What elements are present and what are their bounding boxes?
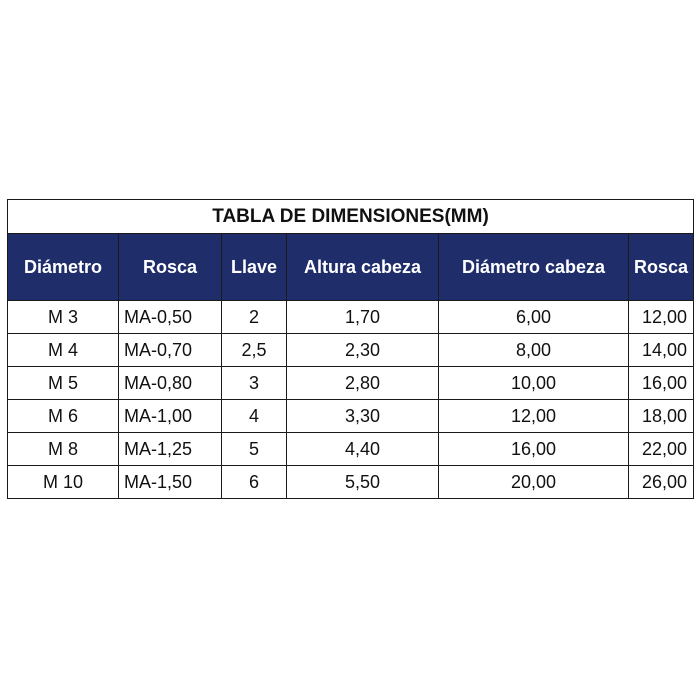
- cell-rosca-2: 18,00: [629, 400, 694, 433]
- table-row: [8, 334, 694, 367]
- cell-altura-cabeza: 2,30: [287, 334, 439, 367]
- table-row: [8, 367, 694, 400]
- table-row: [8, 400, 694, 433]
- cell-diametro-cabeza: 6,00: [439, 301, 629, 334]
- cell-diametro: M 6: [8, 400, 119, 433]
- header-llave: Llave: [222, 234, 287, 301]
- cell-diametro: M 8: [8, 433, 119, 466]
- cell-rosca: MA-1,50: [119, 466, 222, 499]
- cell-llave: 2: [222, 301, 287, 334]
- cell-rosca-2: 16,00: [629, 367, 694, 400]
- cell-rosca-2: 22,00: [629, 433, 694, 466]
- cell-rosca-2: 14,00: [629, 334, 694, 367]
- cell-altura-cabeza: 2,80: [287, 367, 439, 400]
- cell-diametro: M 3: [8, 301, 119, 334]
- header-rosca: Rosca: [119, 234, 222, 301]
- cell-diametro: M 10: [8, 466, 119, 499]
- cell-llave: 2,5: [222, 334, 287, 367]
- cell-llave: 6: [222, 466, 287, 499]
- table-title-row: [8, 200, 694, 234]
- cell-diametro-cabeza: 16,00: [439, 433, 629, 466]
- cell-llave: 5: [222, 433, 287, 466]
- cell-rosca: MA-0,70: [119, 334, 222, 367]
- cell-diametro-cabeza: 8,00: [439, 334, 629, 367]
- cell-altura-cabeza: 1,70: [287, 301, 439, 334]
- cell-diametro-cabeza: 12,00: [439, 400, 629, 433]
- cell-rosca: MA-0,80: [119, 367, 222, 400]
- table-row: [8, 301, 694, 334]
- cell-altura-cabeza: 4,40: [287, 433, 439, 466]
- cell-rosca-2: 26,00: [629, 466, 694, 499]
- cell-llave: 3: [222, 367, 287, 400]
- cell-diametro: M 4: [8, 334, 119, 367]
- cell-diametro: M 5: [8, 367, 119, 400]
- dimensions-table: [7, 199, 694, 499]
- cell-altura-cabeza: 5,50: [287, 466, 439, 499]
- cell-diametro-cabeza: 20,00: [439, 466, 629, 499]
- dimensions-table-container: [7, 199, 693, 499]
- header-altura-cabeza: Altura cabeza: [287, 234, 439, 301]
- cell-llave: 4: [222, 400, 287, 433]
- cell-rosca: MA-0,50: [119, 301, 222, 334]
- cell-rosca: MA-1,25: [119, 433, 222, 466]
- header-rosca-2: Rosca: [629, 234, 694, 301]
- header-diametro: Diámetro: [8, 234, 119, 301]
- cell-rosca: MA-1,00: [119, 400, 222, 433]
- cell-altura-cabeza: 3,30: [287, 400, 439, 433]
- cell-rosca-2: 12,00: [629, 301, 694, 334]
- cell-diametro-cabeza: 10,00: [439, 367, 629, 400]
- table-title: TABLA DE DIMENSIONES(MM): [8, 200, 694, 234]
- table-row: [8, 466, 694, 499]
- header-diametro-cabeza: Diámetro cabeza: [439, 234, 629, 301]
- table-header-row: [8, 234, 694, 301]
- table-row: [8, 433, 694, 466]
